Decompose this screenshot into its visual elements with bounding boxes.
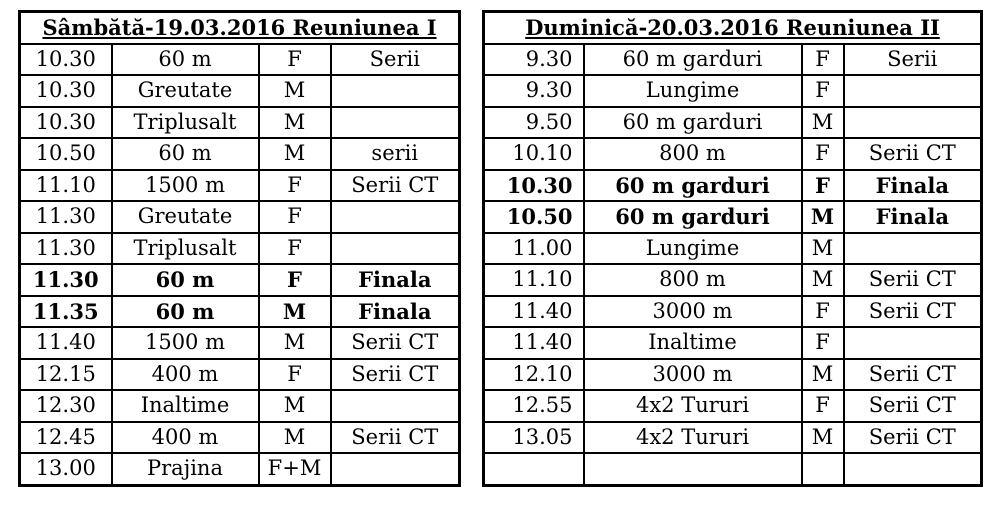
event-round: Finala: [331, 264, 460, 296]
table-row: [484, 138, 982, 170]
event-name: 60 m: [112, 138, 259, 170]
event-round: [844, 233, 982, 265]
table-row: [484, 422, 982, 454]
event-round: [331, 107, 460, 139]
event-time: 9.50: [484, 107, 584, 139]
event-round: Serii CT: [331, 359, 460, 391]
event-round: Finala: [331, 296, 460, 328]
table-row: [20, 201, 460, 233]
event-time: 11.10: [484, 264, 584, 296]
event-time: 11.40: [484, 296, 584, 328]
table-row: [484, 390, 982, 422]
event-round: Serii CT: [844, 390, 982, 422]
event-name: 4x2 Tururi: [584, 390, 802, 422]
event-name: 1500 m: [112, 327, 259, 359]
event-time: 13.00: [20, 453, 112, 485]
event-sex: M: [259, 327, 331, 359]
event-round: Serii CT: [844, 422, 982, 454]
event-sex: F: [802, 327, 844, 359]
event-name: 60 m garduri: [584, 44, 802, 76]
event-name: 4x2 Tururi: [584, 422, 802, 454]
table-row: [484, 296, 982, 328]
table-row: [484, 107, 982, 139]
event-round: [331, 75, 460, 107]
event-round: [844, 107, 982, 139]
event-time: 10.30: [484, 170, 584, 202]
event-round: [844, 75, 982, 107]
table-row: [20, 390, 460, 422]
event-round: Serii CT: [331, 327, 460, 359]
event-round: Serii CT: [844, 296, 982, 328]
event-name: 60 m: [112, 264, 259, 296]
table-row: [20, 264, 460, 296]
event-sex: F+M: [259, 453, 331, 485]
event-round: [331, 453, 460, 485]
event-round: [844, 327, 982, 359]
event-name: Lungime: [584, 233, 802, 265]
sunday-rows: [484, 44, 982, 486]
event-sex: M: [802, 264, 844, 296]
event-name: 3000 m: [584, 296, 802, 328]
event-round: [331, 201, 460, 233]
event-sex: M: [259, 390, 331, 422]
event-name: Greutate: [112, 75, 259, 107]
event-name: Lungime: [584, 75, 802, 107]
event-time: 12.10: [484, 359, 584, 391]
event-name: 800 m: [584, 264, 802, 296]
event-round: [331, 233, 460, 265]
event-round: Serii CT: [844, 264, 982, 296]
schedule-table-sunday: [482, 10, 983, 487]
event-name: 60 m garduri: [584, 170, 802, 202]
event-sex: M: [259, 138, 331, 170]
event-name: Inaltime: [584, 327, 802, 359]
event-name: Prajina: [112, 453, 259, 485]
event-round: [844, 453, 982, 485]
event-sex: F: [802, 170, 844, 202]
event-time: 12.55: [484, 390, 584, 422]
saturday-title: Sâmbătă-19.03.2016 Reuniunea I: [20, 12, 460, 44]
event-sex: M: [802, 359, 844, 391]
event-round: Serii CT: [331, 170, 460, 202]
event-name: 400 m: [112, 422, 259, 454]
table-row: [20, 44, 460, 76]
event-name: 60 m: [112, 44, 259, 76]
table-row: [484, 264, 982, 296]
event-sex: F: [259, 359, 331, 391]
event-sex: F: [259, 264, 331, 296]
table-row: [20, 422, 460, 454]
event-time: 12.30: [20, 390, 112, 422]
event-sex: F: [802, 44, 844, 76]
event-time: 11.30: [20, 201, 112, 233]
event-sex: F: [259, 201, 331, 233]
event-sex: M: [259, 75, 331, 107]
table-header-row: [484, 12, 982, 44]
event-time: 11.00: [484, 233, 584, 265]
event-name: 1500 m: [112, 170, 259, 202]
event-time: 10.30: [20, 107, 112, 139]
event-round: Serii: [844, 44, 982, 76]
event-sex: M: [802, 233, 844, 265]
event-name: 400 m: [112, 359, 259, 391]
event-time: 11.40: [20, 327, 112, 359]
event-round: Serii: [331, 44, 460, 76]
table-row: [484, 201, 982, 233]
event-time: 11.30: [20, 233, 112, 265]
table-row: [20, 327, 460, 359]
event-time: 10.50: [484, 201, 584, 233]
table-row: [20, 170, 460, 202]
table-row: [20, 296, 460, 328]
event-time: 11.30: [20, 264, 112, 296]
event-round: serii: [331, 138, 460, 170]
event-sex: M: [802, 201, 844, 233]
table-row: [484, 359, 982, 391]
table-row: [484, 233, 982, 265]
event-time: 11.40: [484, 327, 584, 359]
schedule-table-saturday: [18, 10, 461, 487]
event-sex: F: [259, 233, 331, 265]
table-row: [20, 453, 460, 485]
table-row: [484, 453, 982, 485]
event-time: 12.15: [20, 359, 112, 391]
saturday-rows: [20, 44, 460, 486]
event-round: Serii CT: [331, 422, 460, 454]
event-sex: [802, 453, 844, 485]
event-name: 60 m garduri: [584, 201, 802, 233]
event-round: Finala: [844, 170, 982, 202]
event-sex: F: [259, 170, 331, 202]
sunday-title: Duminică-20.03.2016 Reuniunea II: [484, 12, 982, 44]
table-row: [20, 107, 460, 139]
event-sex: M: [802, 107, 844, 139]
table-row: [20, 359, 460, 391]
event-name: Greutate: [112, 201, 259, 233]
event-time: 13.05: [484, 422, 584, 454]
table-row: [20, 75, 460, 107]
event-name: 800 m: [584, 138, 802, 170]
event-name: Inaltime: [112, 390, 259, 422]
event-time: 11.35: [20, 296, 112, 328]
table-row: [484, 44, 982, 76]
event-time: 10.50: [20, 138, 112, 170]
event-sex: F: [259, 44, 331, 76]
event-time: 12.45: [20, 422, 112, 454]
event-sex: F: [802, 296, 844, 328]
table-row: [20, 138, 460, 170]
event-name: Triplusalt: [112, 233, 259, 265]
event-name: 60 m: [112, 296, 259, 328]
event-time: [484, 453, 584, 485]
event-time: 9.30: [484, 44, 584, 76]
table-row: [20, 233, 460, 265]
event-sex: M: [802, 422, 844, 454]
event-round: [331, 390, 460, 422]
event-time: 10.30: [20, 44, 112, 76]
table-row: [484, 170, 982, 202]
table-row: [484, 327, 982, 359]
event-name: Triplusalt: [112, 107, 259, 139]
event-name: 3000 m: [584, 359, 802, 391]
event-time: 9.30: [484, 75, 584, 107]
event-sex: M: [259, 107, 331, 139]
event-sex: M: [259, 422, 331, 454]
event-time: 10.10: [484, 138, 584, 170]
event-round: Serii CT: [844, 138, 982, 170]
event-sex: F: [802, 138, 844, 170]
event-time: 10.30: [20, 75, 112, 107]
event-sex: F: [802, 75, 844, 107]
event-sex: F: [802, 390, 844, 422]
event-round: Serii CT: [844, 359, 982, 391]
event-time: 11.10: [20, 170, 112, 202]
event-sex: M: [259, 296, 331, 328]
table-row: [484, 75, 982, 107]
event-name: 60 m garduri: [584, 107, 802, 139]
event-name: [584, 453, 802, 485]
table-header-row: [20, 12, 460, 44]
event-round: Finala: [844, 201, 982, 233]
